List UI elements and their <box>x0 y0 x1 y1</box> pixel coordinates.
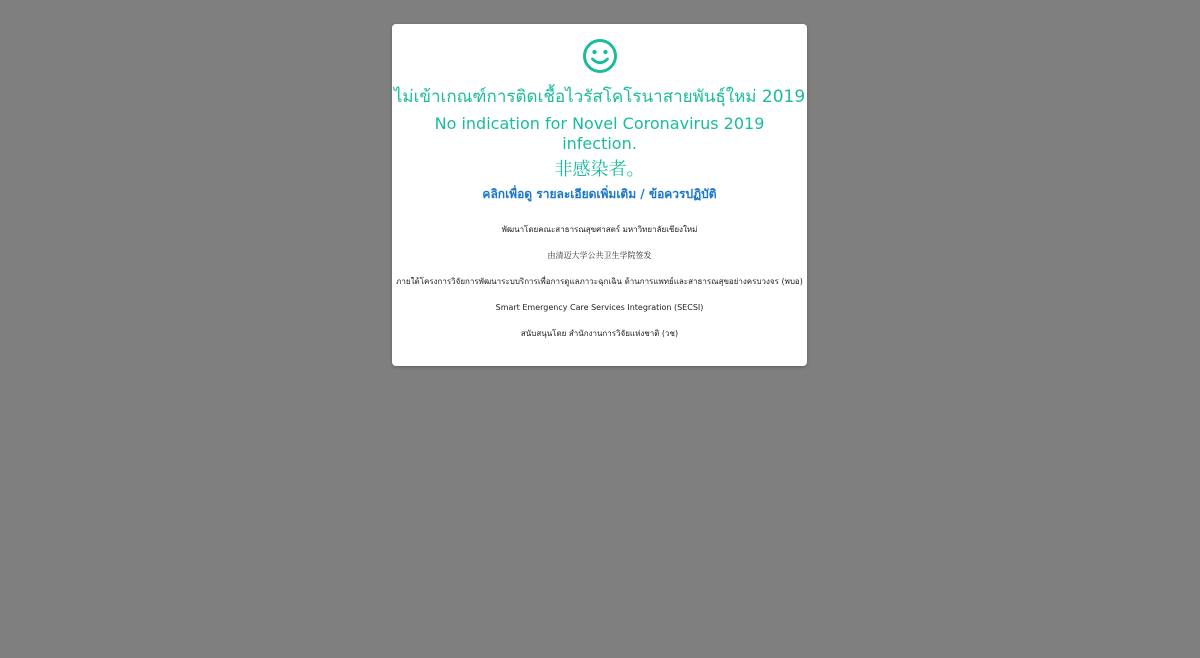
result-dialog <box>392 24 807 366</box>
smiley-face-icon <box>392 38 807 74</box>
project-name: Smart Emergency Care Services Integration (SECSI) <box>495 303 704 312</box>
issuer-credit-chinese: 由清迈大学公共卫生学院签发 <box>547 251 652 260</box>
more-details-link[interactable]: คลิกเพื่อดู รายละเอียดเพิ่มเติม / ข้อควรปฏิบัติ <box>482 187 717 201</box>
project-credit: ภายใต้โครงการวิจัยการพัฒนาระบบริการเพื่อการดูแลภาวะฉุกเฉิน ด้านการแพทย์และสาธารณสุขอย่างครบวงจร (พบอ) <box>396 277 803 286</box>
sponsor-credit: สนับสนุนโดย สำนักงานการวิจัยแห่งชาติ (วช) <box>520 329 679 338</box>
developer-credit: พัฒนาโดยคณะสาธารณสุขศาสตร์ มหาวิทยาลัยเชียงใหม่ <box>501 225 698 234</box>
result-title-thai: ไม่เข้าเกณฑ์การติดเชื้อไวรัสโคโรนาสายพันธุ์ใหม่ 2019 <box>393 87 806 107</box>
result-title-chinese: 非感染者。 <box>554 159 645 180</box>
result-title-english: No indication for Novel Coronavirus 2019 infection. <box>434 114 765 153</box>
